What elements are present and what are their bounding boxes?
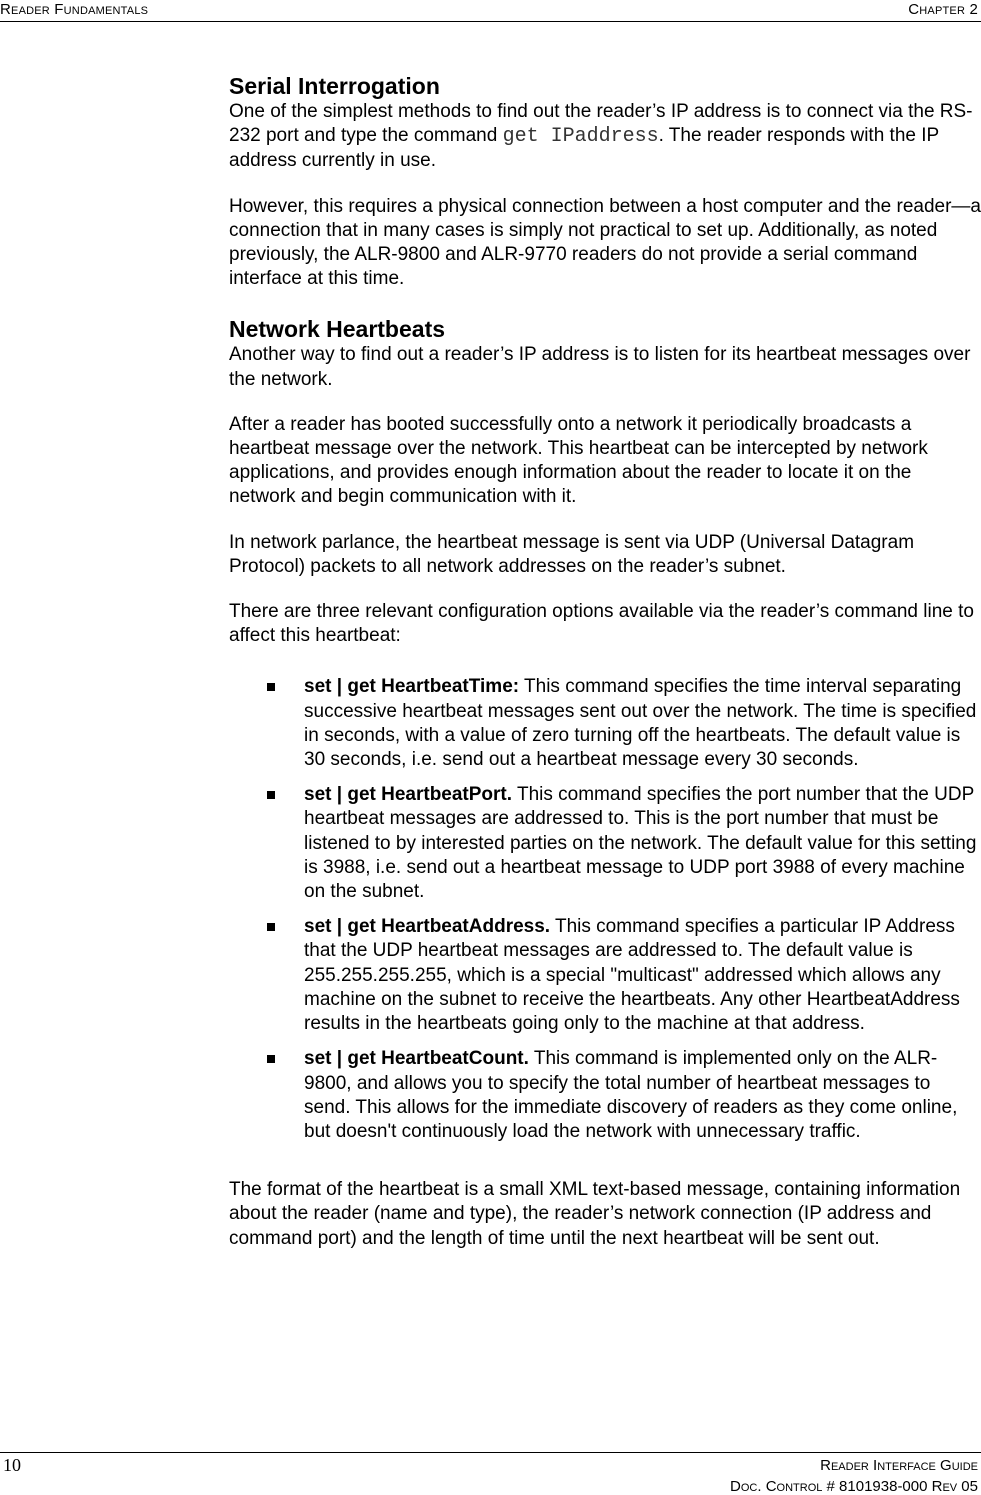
paragraph: One of the simplest methods to find out the reader’s IP address is to connect via the RS-232 port and type the command get IPaddress. The reader responds with the IP address currently in use.: [229, 101, 973, 172]
paragraph: There are three relevant configuration options available via the reader’s command line to affect this heartbeat:: [229, 601, 974, 647]
square-bullet-icon: [267, 791, 275, 799]
paragraph: The format of the heartbeat is a small XML text-based message, containing information about the reader (name and type), the reader’s network connection (IP address and command port) and the length of time until the next heartbeat will be sent out.: [229, 1179, 961, 1249]
paragraph: After a reader has booted successfully onto a network it periodically broadcasts a heartbeat message over the network. This heartbeat can be intercepted by network applications, and provides enough information about the reader to locate it on the network and begin communication with it.: [229, 413, 928, 508]
heading-serial-interrogation: Serial Interrogation: [229, 73, 440, 99]
paragraph: However, this requires a physical connection between a host computer and the reader—a connection that in many cases is simply not practical to set up. Additionally, as noted previously, the ALR-9800 and ALR-9770 readers do not provide a serial command interface at this time.: [229, 195, 981, 290]
page-header: [0, 0, 981, 22]
heading-network-heartbeats: Network Heartbeats: [229, 316, 446, 343]
command-code: get IPaddress: [502, 125, 659, 149]
page-footer: [0, 1452, 981, 1495]
list-item: set | get HeartbeatCount. This command is implemented only on the ALR-9800, and allows you to specify the total number of heartbeat messages to send. This allows for the immediate discovery of readers as they come online, but doesn't continuously load the network with unnecessary traffic.: [229, 1047, 981, 1144]
footer-doc-control: Doc. Control # 8101938-000 Rev 05: [730, 1478, 978, 1495]
list-item: set | get HeartbeatTime: This command specifies the time interval separating successive heartbeat messages sent out over the network. The time is specified in seconds, with a value of zero turning off the heartbeats. The default value is 30 seconds, i.e. send out a heartbeat message every 30 seconds.: [229, 675, 981, 772]
heartbeat-options-list: [229, 675, 981, 1144]
square-bullet-icon: [267, 923, 275, 931]
paragraph: Another way to find out a reader’s IP address is to listen for its heartbeat messages over the network.: [229, 344, 971, 390]
header-section-title: Reader Fundamentals: [0, 1, 149, 18]
page-body: [229, 72, 981, 1272]
list-item: set | get HeartbeatPort. This command specifies the port number that the UDP heartbeat messages are addressed to. This is the port number that must be listened to by interested parties on the network. The default value for this setting is 3988, i.e. send out a heartbeat message to UDP port 3988 of every machine on the subnet.: [229, 783, 981, 904]
square-bullet-icon: [267, 1055, 275, 1063]
list-item: set | get HeartbeatAddress. This command specifies a particular IP Address that the UDP heartbeat messages are addressed to. The default value is 255.255.255.255, which is a special "multicast" addressed which allows any machine on the subnet to receive the heartbeats. Any other HeartbeatAddress results in the heartbeats going only to the machine at that address.: [229, 915, 981, 1036]
footer-guide-title: Reader Interface Guide: [820, 1457, 978, 1474]
paragraph: In network parlance, the heartbeat message is sent via UDP (Universal Datagram Protocol) packets to all network addresses on the reader’s subnet.: [229, 531, 915, 577]
page-number: 10: [3, 1455, 21, 1475]
header-chapter: Chapter 2: [908, 1, 978, 18]
square-bullet-icon: [267, 683, 275, 691]
